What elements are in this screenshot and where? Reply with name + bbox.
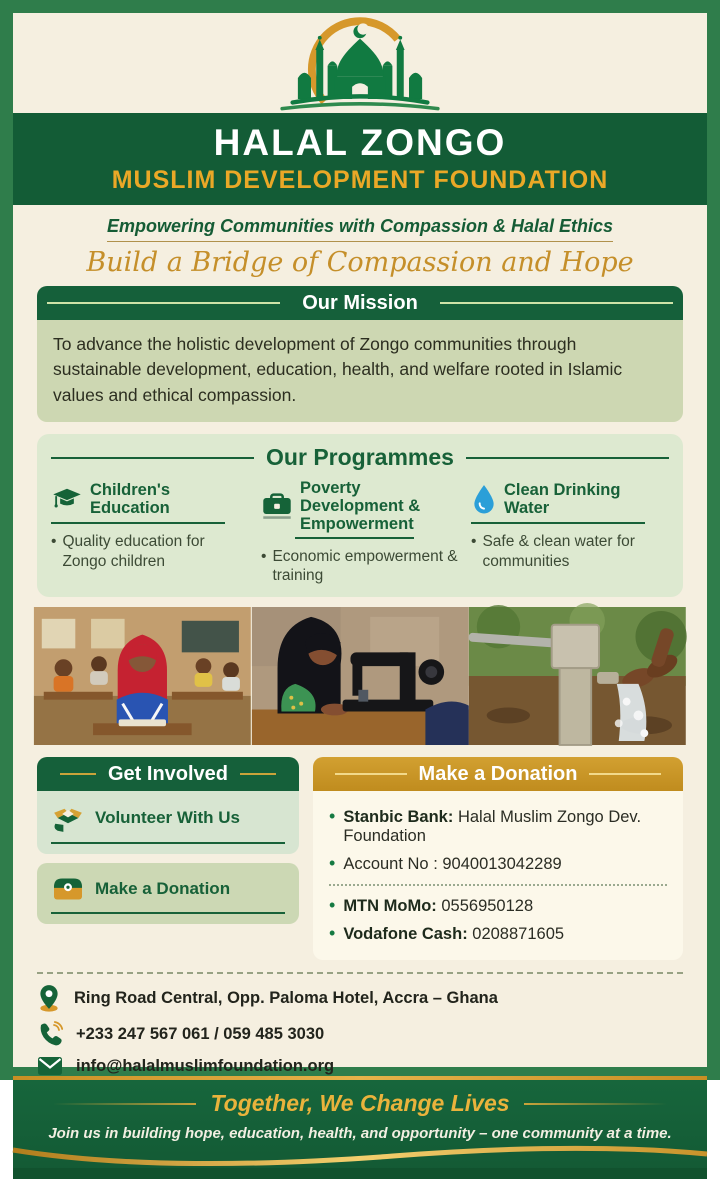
programme-bullet: [471, 532, 669, 571]
momo-row: [329, 892, 667, 920]
phone-icon: [37, 1021, 63, 1047]
donation-details-panel: [313, 791, 683, 960]
dotted-separator: [329, 884, 667, 886]
programme-title: Clean Drinking Water: [504, 480, 621, 518]
divider-line: [51, 457, 254, 459]
programme-title: Children's Education: [90, 480, 171, 518]
mosque-crescent-logo: [260, 15, 460, 113]
address-row: [37, 984, 683, 1012]
footer-headline: Together, We Change Lives: [210, 1090, 510, 1117]
programme-head: [471, 479, 669, 519]
mission-title: Our Mission: [302, 291, 418, 314]
volunteer-gift-icon: [51, 803, 85, 833]
action-underline: [51, 912, 285, 914]
action-underline: [51, 842, 285, 844]
get-involved-title: Get Involved: [107, 762, 229, 785]
divider-line: [53, 1103, 196, 1105]
contact-section: [37, 984, 683, 1076]
bullet-dot: •: [261, 547, 267, 565]
donate-button-inner: [51, 875, 285, 903]
graduation-cap-icon: [51, 485, 83, 513]
programmes-section: [37, 434, 683, 597]
programme-underline: [295, 537, 414, 539]
programme-title: Poverty Development & Empowerment: [300, 479, 421, 534]
photo-row: [37, 607, 683, 745]
footer-bottom-strip: [13, 1168, 707, 1179]
volunteer-button[interactable]: [37, 791, 299, 854]
photo-waterpump: [472, 607, 683, 745]
bank-value: Halal Muslim Zongo Dev. Foundation: [343, 808, 642, 846]
footer-section: [13, 1076, 707, 1179]
divider-line: [240, 773, 276, 775]
phone-row: [37, 1021, 683, 1047]
divider-line: [524, 1103, 667, 1105]
programme-head: [261, 479, 459, 533]
donate-button[interactable]: [37, 863, 299, 924]
programme-underline: [471, 522, 645, 524]
flyer-content: [13, 13, 707, 1143]
sewing-photo-illustration: [255, 607, 466, 745]
mission-header: [37, 286, 683, 320]
footer-message: Join us in building hope, education, health, and opportunity – one community at a time.: [48, 1125, 672, 1143]
programme-water: [471, 479, 669, 585]
divider-line: [47, 302, 280, 304]
water-drop-icon: [471, 484, 497, 514]
photo-sewing: [255, 607, 466, 745]
momo-label: MTN MoMo:: [343, 897, 437, 916]
vodafone-label: Vodafone Cash:: [343, 925, 468, 944]
account-value: 9040013042289: [442, 855, 562, 874]
divider-line: [466, 457, 669, 459]
photo-classroom: [37, 607, 248, 745]
momo-value: 0556950128: [441, 897, 534, 916]
bank-row: [329, 803, 667, 850]
bullet-dot: •: [329, 853, 336, 874]
bullet-dot: •: [329, 923, 336, 944]
programme-bullet-text: Economic empowerment & training: [272, 547, 458, 584]
address-text: Ring Road Central, Opp. Paloma Hotel, Accra – Ghana: [74, 988, 498, 1007]
volunteer-button-inner: [51, 803, 285, 833]
donation-wallet-icon: [51, 875, 85, 903]
email-row: [37, 1056, 683, 1076]
script-tagline: Build a Bridge of Compassion and Hope: [86, 247, 634, 278]
programmes-title: Our Programmes: [266, 444, 454, 471]
programme-bullet-text: Safe & clean water for communities: [482, 533, 635, 570]
vodafone-value: 0208871605: [472, 925, 565, 944]
footer-headline-row: [13, 1080, 707, 1117]
org-subtitle: MUSLIM DEVELOPMENT FOUNDATION: [111, 166, 609, 194]
donate-label: Make a Donation: [95, 879, 231, 899]
programme-poverty: [261, 479, 459, 585]
bank-label: Stanbic Bank:: [343, 808, 454, 827]
gold-wave-ornament: [13, 1142, 707, 1168]
programme-head: [51, 479, 249, 519]
location-pin-icon: [37, 984, 61, 1012]
dashed-separator: [37, 972, 683, 974]
divider-line: [60, 773, 96, 775]
donation-title: Make a Donation: [418, 762, 578, 785]
programme-underline: [51, 522, 225, 524]
involvement-section: [37, 757, 683, 960]
mission-body: To advance the holistic development of Zongo communities through sustainable development, education, health, and welfare rooted in Islamic values and ethical compassion.: [37, 320, 683, 422]
bullet-dot: •: [471, 533, 477, 551]
bullet-dot: •: [329, 895, 336, 916]
phone-text: +233 247 567 061 / 059 485 3030: [76, 1024, 325, 1043]
vodafone-row: [329, 920, 667, 948]
bullet-dot: •: [329, 806, 336, 827]
divider-line: [589, 773, 661, 775]
volunteer-label: Volunteer With Us: [95, 808, 240, 828]
classroom-photo-illustration: [37, 607, 248, 745]
divider-line: [335, 773, 407, 775]
programme-education: [51, 479, 249, 585]
tagline-block: [13, 205, 707, 282]
waterpump-photo-illustration: [472, 607, 683, 745]
briefcase-icon: [261, 492, 293, 520]
get-involved-header: [37, 757, 299, 791]
programmes-columns: [51, 479, 669, 585]
email-icon: [37, 1056, 63, 1076]
get-involved-column: [37, 757, 299, 960]
programme-bullet: [51, 532, 249, 571]
donation-column: [313, 757, 683, 960]
title-band: [13, 113, 707, 205]
org-title: HALAL ZONGO: [213, 122, 507, 163]
logo-area: [13, 13, 707, 113]
account-label: Account No :: [343, 855, 438, 874]
bullet-dot: •: [51, 533, 57, 551]
divider-line: [440, 302, 673, 304]
email-text: info@halalmuslimfoundation.org: [76, 1056, 335, 1075]
account-row: [329, 850, 667, 878]
mission-section: [37, 286, 683, 422]
programme-bullet: [261, 547, 459, 586]
tagline: Empowering Communities with Compassion & Halal Ethics: [107, 216, 613, 242]
programmes-header: [51, 444, 669, 471]
footer-band: [13, 1080, 707, 1179]
programme-bullet-text: Quality education for Zongo children: [62, 533, 205, 570]
donation-header: [313, 757, 683, 791]
